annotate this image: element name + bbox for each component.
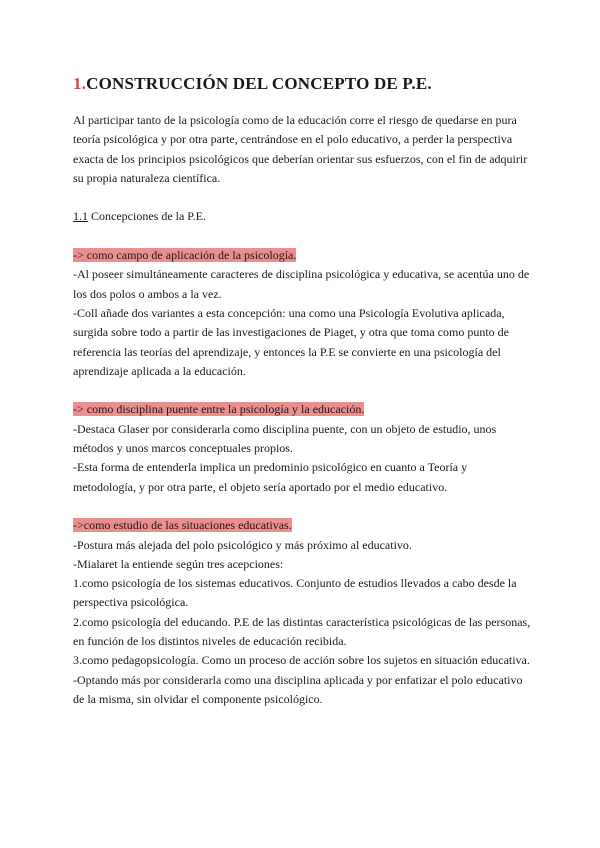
- section-heading-3: [73, 516, 533, 535]
- document-body: [73, 111, 533, 709]
- highlight-3: ->como estudio de las situaciones educativas.: [73, 518, 292, 533]
- paragraph-line: -Destaca Glaser por considerarla como disciplina puente, con un objeto de estudio, unos métodos y unos marcos conceptuales propios.: [73, 421, 497, 456]
- paragraph-line: -Al poseer simultáneamente caracteres de disciplina psicológica y educativa, se acentúa uno de los dos polos o ambos a la vez.: [73, 267, 530, 301]
- subsection-text: Concepciones de la P.E.: [88, 209, 206, 224]
- highlight-1: -> como campo de aplicación de la psicología.: [73, 248, 297, 263]
- section-heading-2: [73, 400, 533, 419]
- paragraph-line: -Coll añade dos variantes a esta concepción: una como una Psicología Evolutiva aplicada, surgida sobre todo a partir de las investigaciones de Piaget, y otra que toma como punto de referencia las teorías del aprendizaje, y entonces la P.E se convierte en una psicología del aprendizaje aplicada a la educación.: [73, 305, 510, 378]
- subsection-heading: [73, 207, 533, 226]
- title-number: 1.: [73, 74, 87, 93]
- list-item: 2.como psicología del educando. P.E de las distintas característica psicológicas de las personas, en función de los distintos niveles de educación recibida.: [73, 614, 531, 649]
- paragraph-line: -Postura más alejada del polo psicológico y más próximo al educativo.: [73, 537, 412, 552]
- highlight-2: -> como disciplina puente entre la psicología y la educación.: [73, 402, 365, 417]
- list-item: 3.como pedagopsicología. Como un proceso de acción sobre los sujetos en situación educativa.: [73, 653, 530, 668]
- page-title: [73, 74, 432, 94]
- intro-paragraph: Al participar tanto de la psicología como de la educación corre el riesgo de quedarse en pura teoría psicológica y por otra parte, centrándose en el polo educativo, a perder la perspectiva exacta de los principios psicológicos que deberían orientar sus esfuerzos, con el fin de adquirir su propia naturaleza científica.: [73, 113, 528, 185]
- paragraph-line: -Optando más por considerarla como una disciplina aplicada y por enfatizar el polo educativo de la misma, sin olvidar el componente psicológico.: [73, 672, 523, 706]
- subsection-number: 1.1: [73, 209, 88, 224]
- paragraph-line: -Esta forma de entenderla implica un predominio psicológico en cuanto a Teoría y metodología, y por otra parte, el objeto sería aportado por el medio educativo.: [73, 460, 468, 494]
- section-heading-1: [73, 246, 533, 265]
- paragraph-line: -Mialaret la entiende según tres acepciones:: [73, 556, 284, 571]
- list-item: 1.como psicología de los sistemas educativos. Conjunto de estudios llevados a cabo desde la perspectiva psicológica.: [73, 576, 517, 610]
- title-text: CONSTRUCCIÓN DEL CONCEPTO DE P.E.: [86, 74, 432, 93]
